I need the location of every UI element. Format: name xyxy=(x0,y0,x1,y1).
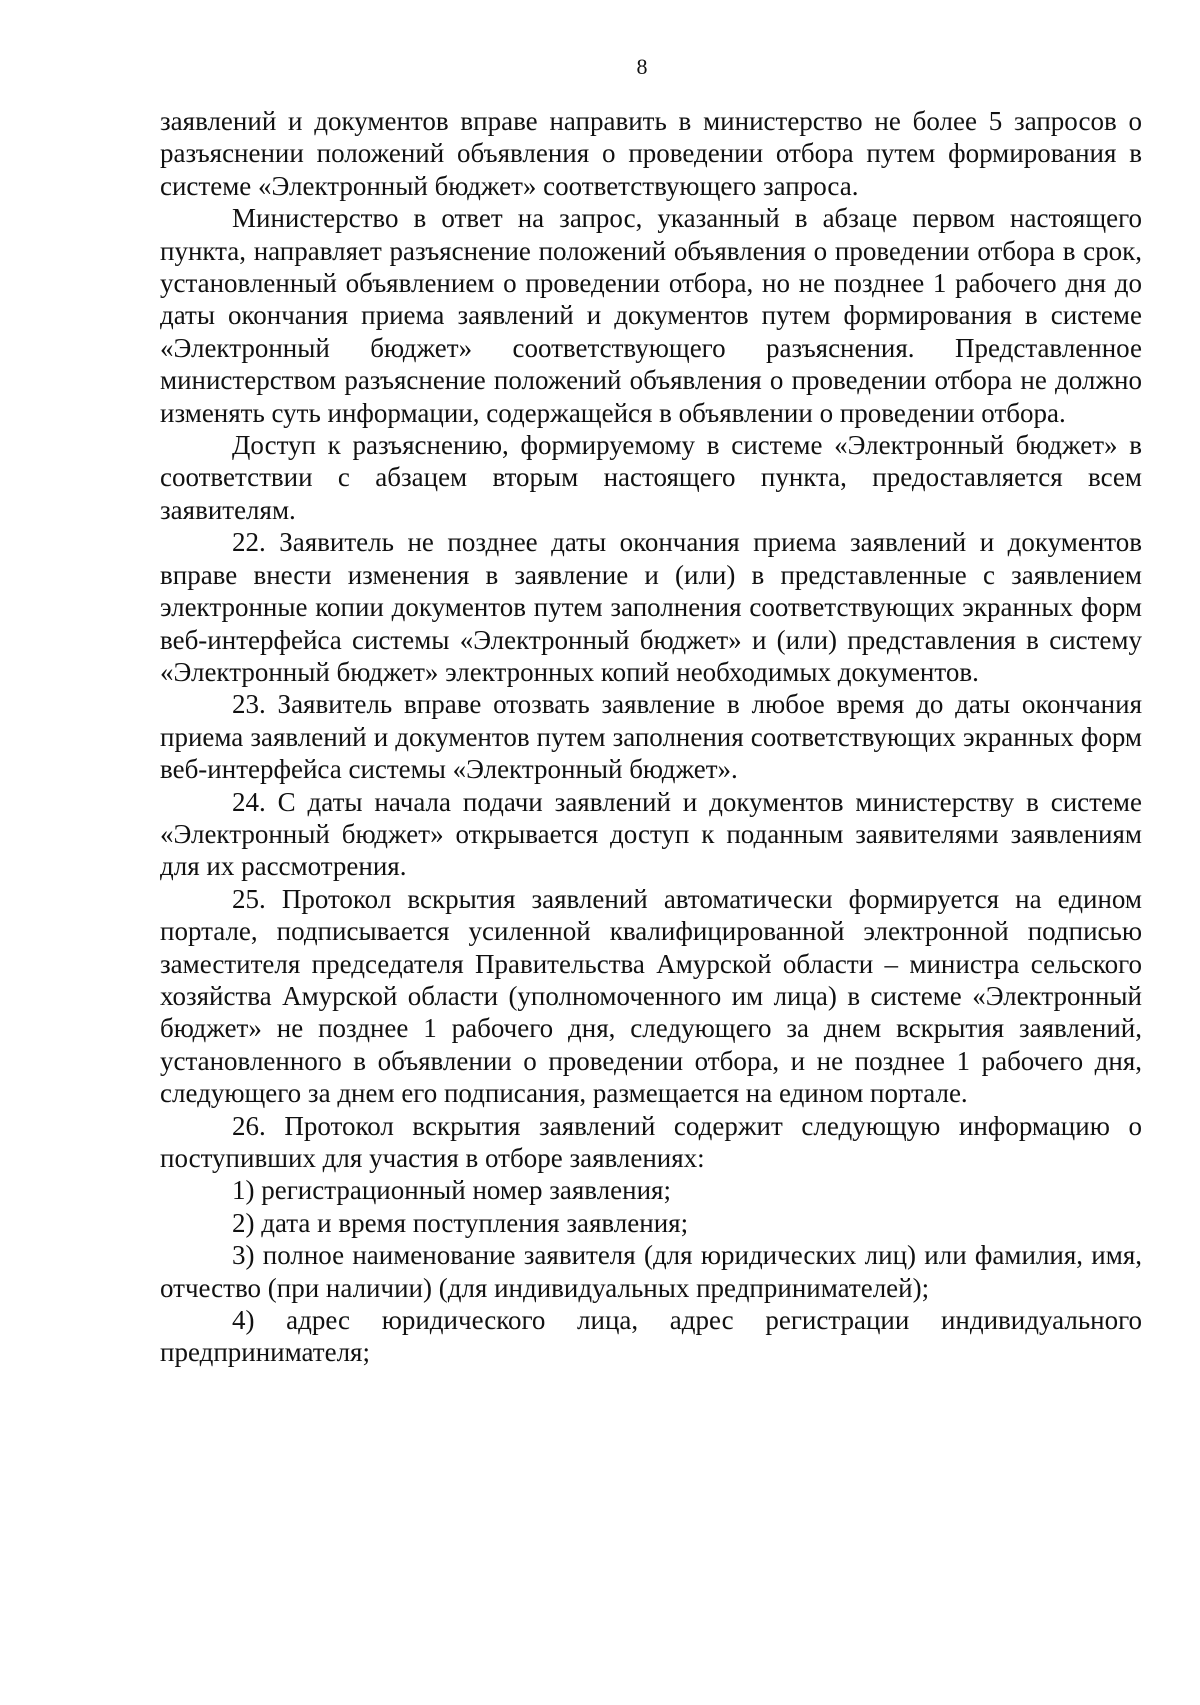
document-body xyxy=(160,105,1142,1369)
page-number: 8 xyxy=(636,54,648,79)
list-item-applicant-name: 3) полное наименование заявителя (для юридических лиц) или фамилия, имя, отчество (при наличии) (для индивидуальных предпринимателей); xyxy=(160,1240,1142,1303)
paragraph-clarification-access: Доступ к разъяснению, формируемому в системе «Электронный бюджет» в соответствии с абзацем вторым настоящего пункта, предоставляется всем заявителям. xyxy=(160,430,1142,525)
clause-24: 24. С даты начала подачи заявлений и документов министерству в системе «Электронный бюджет» открывается доступ к поданным заявителями заявлениям для их рассмотрения. xyxy=(160,786,1142,882)
clause-26: 26. Протокол вскрытия заявлений содержит следующую информацию о поступивших для участия в отборе заявлениях: xyxy=(160,1110,1142,1173)
list-item-registration-number: 1) регистрационный номер заявления; xyxy=(232,1175,671,1206)
list-item-applicant-address: 4) адрес юридического лица, адрес регистрации индивидуального предпринимателя; xyxy=(160,1305,1142,1368)
list-item-receipt-datetime: 2) дата и время поступления заявления; xyxy=(232,1207,689,1238)
paragraph-continuation: заявлений и документов вправе направить в министерство не более 5 запросов о разъяснении положений объявления о проведении отбора путем формирования в системе «Электронный бюджет» соответствующего запроса. xyxy=(160,106,1142,201)
clause-23: 23. Заявитель вправе отозвать заявление в любое время до даты окончания приема заявлений и документов путем заполнения соответствующих экранных форм веб-интерфейса системы «Электронный бюджет». xyxy=(160,689,1142,785)
clause-25: 25. Протокол вскрытия заявлений автоматически формируется на едином портале, подписывается усиленной квалифицированной электронной подписью заместителя председателя Правительства Амурской области – министра сельского хозяйства Амурской области (уполномоченного им лица) в системе «Электронный бюджет» не позднее 1 рабочего дня, следующего за днем вскрытия заявлений, установленного в объявлении о проведении отбора, и не позднее 1 рабочего дня, следующего за днем его подписания, размещается на едином портале. xyxy=(160,883,1142,1109)
paragraph-ministry-response: Министерство в ответ на запрос, указанный в абзаце первом настоящего пункта, направляет разъяснение положений объявления о проведении отбора в срок, установленный объявлением о проведении отбора, но не позднее 1 рабочего дня до даты окончания приема заявлений и документов путем формирования в системе «Электронный бюджет» соответствующего разъяснения. Представленное министерством разъяснение положений объявления о проведении отбора не должно изменять суть информации, содержащейся в объявлении о проведении отбора. xyxy=(160,203,1142,428)
clause-22: 22. Заявитель не позднее даты окончания приема заявлений и документов вправе внести изменения в заявление и (или) в представленные с заявлением электронные копии документов путем заполнения соответствующих экранных форм веб-интерфейса системы «Электронный бюджет» и (или) представления в систему «Электронный бюджет» электронных копий необходимых документов. xyxy=(160,527,1142,687)
